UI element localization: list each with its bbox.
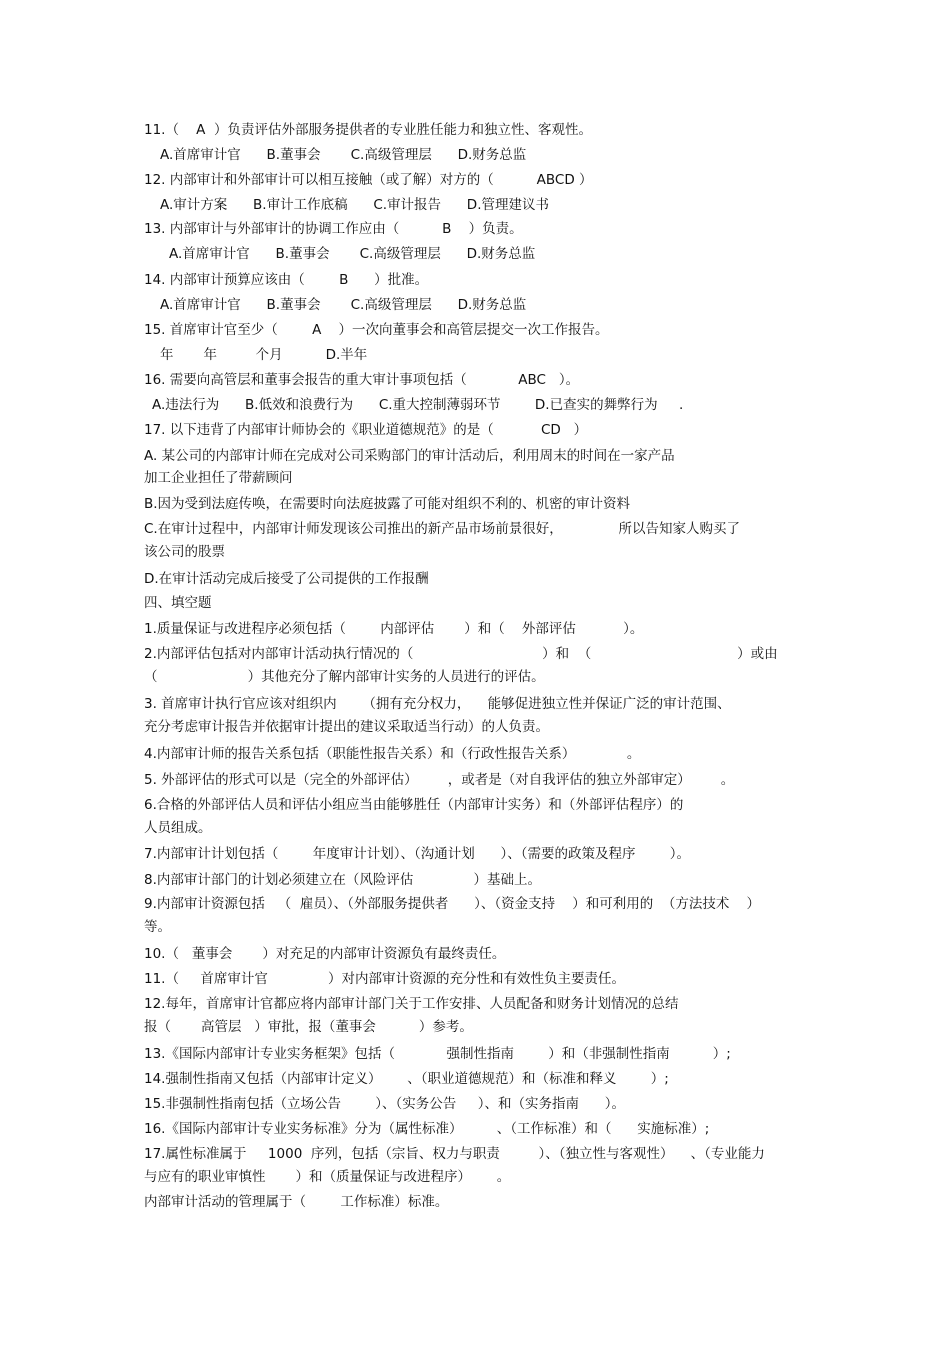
question-14-options: A.首席审计官 B.董事会 C.高级管理层 D.财务总监 [160, 297, 527, 313]
fill-item-7: 7.内部审计计划包括（ 年度审计计划）、（沟通计划 ）、（需要的政策及程序 ）。 [144, 846, 691, 862]
question-17-option-c-cont: 该公司的股票 [144, 544, 225, 560]
question-17-option-d: D.在审计活动完成后接受了公司提供的工作报酬 [144, 571, 429, 587]
question-15-options: 年 年 个月 D.半年 [160, 347, 368, 363]
question-16-options: A.违法行为 B.低效和浪费行为 C.重大控制薄弱环节 D.已查实的舞弊行为 . [152, 397, 684, 413]
question-11-stem: 11.（ A ）负责评估外部服务提供者的专业胜任能力和独立性、客观性。 [144, 122, 592, 138]
fill-item-17: 17.属性标准属于 1000 序列，包括（宗旨、权力与职责 ）、（独立性与客观性） 、（专业能力 [144, 1146, 765, 1162]
fill-item-3-cont: 充分考虑审计报告并依据审计提出的建议采取适当行动）的人负责。 [144, 719, 549, 735]
question-17-option-c: C.在审计过程中，内部审计师发现该公司推出的新产品市场前景很好， 所以告知家人购买了 [144, 521, 741, 537]
fill-item-9-cont: 等。 [144, 919, 171, 935]
question-17-stem: 17. 以下违背了内部审计师协会的《职业道德规范》的是（ CD ） [144, 422, 588, 438]
fill-item-2-cont: （ ）其他充分了解内部审计实务的人员进行的评估。 [144, 669, 545, 685]
fill-item-5: 5. 外部评估的形式可以是（完全的外部评估） ，或者是（对自我评估的独立外部审定） 。 [144, 772, 735, 788]
question-12-stem: 12. 内部审计和外部审计可以相互接触（或了解）对方的（ ABCD ） [144, 172, 593, 188]
fill-item-2: 2.内部评估包括对内部审计活动执行情况的（ ）和 （ ）或由 [144, 646, 778, 662]
question-17-option-b: B.因为受到法庭传唤，在需要时向法庭披露了可能对组织不利的、机密的审计资料 [144, 496, 631, 512]
question-11-options: A.首席审计官 B.董事会 C.高级管理层 D.财务总监 [160, 147, 527, 163]
fill-item-17-cont: 与应有的职业审慎性 ）和（质量保证与改进程序） 。 [144, 1169, 511, 1185]
question-17-option-a-cont: 加工企业担任了带薪顾问 [144, 470, 293, 486]
fill-item-12: 12.每年，首席审计官都应将内部审计部门关于工作安排、人员配备和财务计划情况的总结 [144, 996, 679, 1012]
fill-item-16: 16.《国际内部审计专业实务标准》分为（属性标准） 、（工作标准）和（ 实施标准）; [144, 1121, 710, 1137]
question-15-stem: 15. 首席审计官至少（ A ）一次向董事会和高管层提交一次工作报告。 [144, 322, 609, 338]
fill-item-14: 14.强制性指南又包括（内部审计定义） 、（职业道德规范）和（标准和释义 ）; [144, 1071, 669, 1087]
question-13-stem: 13. 内部审计与外部审计的协调工作应由（ B ）负责。 [144, 221, 523, 237]
fill-item-1: 1.质量保证与改进程序必须包括（ 内部评估 ）和（ 外部评估 ）。 [144, 621, 644, 637]
fill-item-18: 内部审计活动的管理属于（ 工作标准）标准。 [144, 1194, 449, 1210]
fill-item-4: 4.内部审计师的报告关系包括（职能性报告关系）和（行政性报告关系） 。 [144, 746, 641, 762]
fill-item-9: 9.内部审计资源包括 （ 雇员）、（外部服务提供者 ）、（资金支持 ）和可利用的 （方法技术 ） [144, 896, 760, 912]
question-12-options: A.审计方案 B.审计工作底稿 C.审计报告 D.管理建议书 [160, 197, 549, 213]
fill-item-6-cont: 人员组成。 [144, 820, 212, 836]
question-17-option-a: A. 某公司的内部审计师在完成对公司采购部门的审计活动后，利用周末的时间在一家产品 [144, 448, 675, 464]
fill-item-11: 11.（ 首席审计官 ）对内部审计资源的充分性和有效性负主要责任。 [144, 971, 626, 987]
fill-item-13: 13.《国际内部审计专业实务框架》包括（ 强制性指南 ）和（非强制性指南 ）; [144, 1046, 731, 1062]
question-14-stem: 14. 内部审计预算应该由（ B ）批准。 [144, 272, 429, 288]
fill-item-3: 3. 首席审计执行官应该对组织内 （拥有充分权力， 能够促进独立性并保证广泛的审计范围、 [144, 696, 731, 712]
question-16-stem: 16. 需要向高管层和董事会报告的重大审计事项包括（ ABC ）。 [144, 372, 580, 388]
fill-item-8: 8.内部审计部门的计划必须建立在（风险评估 ）基础上。 [144, 872, 541, 888]
fill-item-6: 6.合格的外部评估人员和评估小组应当由能够胜任（内部审计实务）和（外部评估程序）的 [144, 797, 684, 813]
question-13-options: A.首席审计官 B.董事会 C.高级管理层 D.财务总监 [169, 246, 536, 262]
section-heading-fill-blank: 四、填空题 [144, 595, 212, 611]
fill-item-10: 10.（ 董事会 ）对充足的内部审计资源负有最终责任。 [144, 946, 506, 962]
fill-item-15: 15.非强制性指南包括（立场公告 ）、（实务公告 ）、和（实务指南 ）。 [144, 1096, 626, 1112]
fill-item-12-cont: 报（ 高管层 ）审批，报（董事会 ）参考。 [144, 1019, 473, 1035]
